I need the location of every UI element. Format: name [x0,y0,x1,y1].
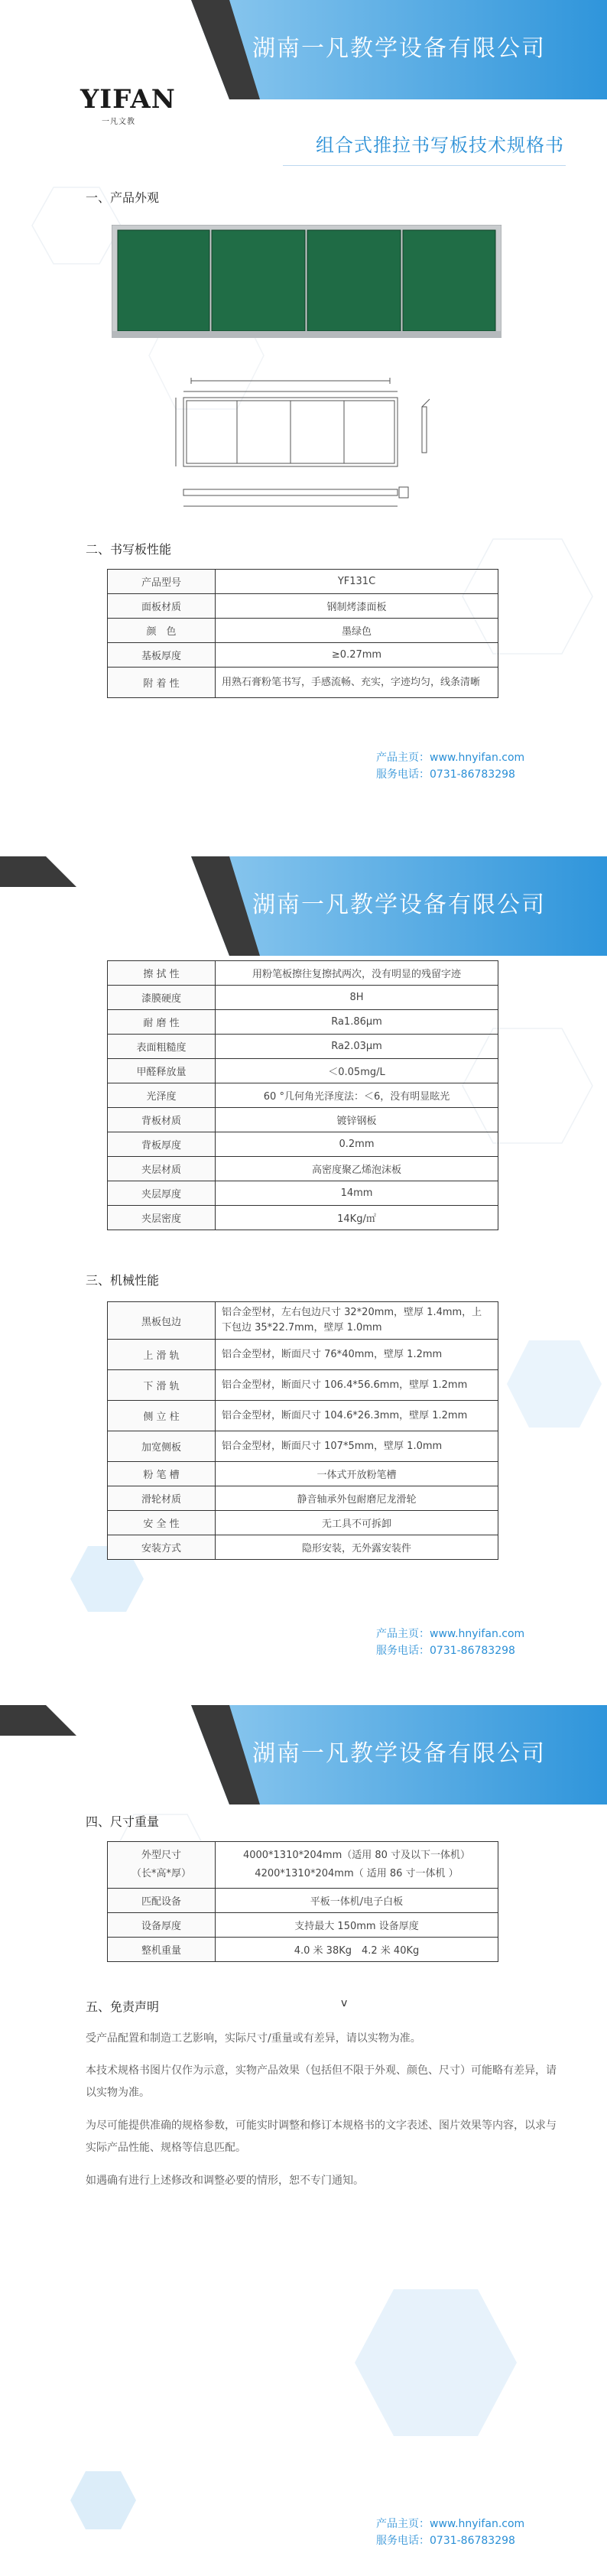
table-label: 表面粗糙度 [108,1035,216,1059]
writing-performance-table [107,569,498,698]
footer-contact [376,1626,524,1659]
hexagon-decoration [69,2470,138,2531]
table-label: 产品型号 [108,570,216,594]
footer-phone: 服务电话：0731-86783298 [376,1645,515,1657]
table-label [108,1842,216,1889]
table-value: 铝合金型材，断面尺寸 76*40mm，壁厚 1.2mm [216,1340,498,1370]
table-label: 颜 色 [108,619,216,643]
table-row [108,1462,498,1486]
table-row [108,1059,498,1083]
company-name: 湖南一凡教学设备有限公司 [252,892,546,918]
table-value: ≥0.27mm [216,643,498,668]
page-gap [0,810,607,856]
page-3 [0,1705,607,2576]
table-row [108,1913,498,1938]
table-value: 用粉笔板擦往复擦拭两次，没有明显的残留字迹 [216,961,498,986]
table-value: 用熟石膏粉笔书写，手感流畅、充实，字迹均匀，线条清晰 [216,668,498,698]
table-value: 高密度聚乙烯泡沫板 [216,1157,498,1181]
disclaimer-paragraph: 如遇确有进行上述修改和调整必要的情形，恕不专门通知。 [86,2175,364,2187]
table-label: 夹层密度 [108,1206,216,1230]
table-label: 安装方式 [108,1535,216,1560]
footer-contact [376,2516,524,2549]
table-label: 设备厚度 [108,1913,216,1938]
table-label: 背板材质 [108,1108,216,1132]
footer-website: 产品主页：www.hnyifan.com [376,752,525,764]
table-value: 14mm [216,1181,498,1206]
page-2 [0,856,607,1690]
table-label: 夹层厚度 [108,1181,216,1206]
table-value: 隐形安装，无外露安装件 [216,1535,498,1560]
company-logo [80,84,180,130]
table-row [108,1108,498,1132]
table-row [108,1938,498,1962]
table-row [108,1132,498,1157]
table-label: 粉 笔 槽 [108,1462,216,1486]
table-value: YF131C [216,570,498,594]
table-label: 加宽侧板 [108,1431,216,1462]
table-row [108,1157,498,1181]
table-label: 侧 立 柱 [108,1401,216,1431]
table-label: 面板材质 [108,594,216,619]
table-label: 漆膜硬度 [108,986,216,1010]
title-divider [283,165,566,166]
company-name: 湖南一凡教学设备有限公司 [252,35,546,62]
table-row [108,1511,498,1535]
section-title-mechanical-performance: 三、机械性能 [86,1273,160,1288]
size-label-line-1: 外型尺寸 [141,1850,181,1861]
table-label: 光泽度 [108,1083,216,1108]
logo-text: YIFAN [80,84,176,115]
table-value: 钢制烤漆面板 [216,594,498,619]
size-value-line-1: 4000*1310*204mm（适用 80 寸及以下一体机） [242,1850,471,1861]
logo-subtitle: 一凡文教 [102,118,135,126]
table-label: 甲醛释放量 [108,1059,216,1083]
section-title-disclaimer: 五、免责声明 [86,1999,160,2014]
document-title: 组合式推拉书写板技术规格书 [316,135,564,156]
table-row [108,1486,498,1511]
table-value: 支持最大 150mm 设备厚度 [216,1913,498,1938]
section-title-dimensions-weight: 四、尺寸重量 [86,1814,160,1829]
table-value: 铝合金型材，断面尺寸 104.6*26.3mm，壁厚 1.2mm [216,1401,498,1431]
table-value: 一体式开放粉笔槽 [216,1462,498,1486]
table-row [108,643,498,668]
table-value: ＜0.05mg/L [216,1059,498,1083]
table-value: Ra2.03μm [216,1035,498,1059]
table-row [108,1035,498,1059]
mechanical-performance-table [107,1301,498,1560]
table-row [108,668,498,698]
footer-contact [376,749,524,783]
section-title-writing-performance: 二、书写板性能 [86,542,172,557]
table-value: Ra1.86μm [216,1010,498,1035]
table-label: 背板厚度 [108,1132,216,1157]
table-label: 下 滑 轨 [108,1370,216,1401]
size-label-line-2: （长*高*厚） [131,1868,191,1879]
table-value: 60 °几何角光泽度法：＜6，没有明显眩光 [216,1083,498,1108]
table-value: 0.2mm [216,1132,498,1157]
disclaimer-paragraph: 受产品配置和制造工艺影响，实际尺寸/重量或有差异，请以实物为准。 [86,2032,421,2045]
table-value: 平板一体机/电子白板 [216,1889,498,1913]
table-row [108,1302,498,1340]
hexagon-decoration [505,1338,604,1430]
disclaimer-paragraph: 为尽可能提供准确的规格参数，可能实时调整和修订本规格书的文字表述、图片效果等内容，以求与实际产品性能、规格等信息匹配。 [86,2120,557,2154]
footer-website: 产品主页：www.hnyifan.com [376,2518,525,2530]
table-row [108,1083,498,1108]
table-label: 匹配设备 [108,1889,216,1913]
table-value: 14Kg/㎡ [216,1206,498,1230]
table-row [108,1340,498,1370]
hexagon-decoration [352,2286,520,2439]
table-label: 擦 拭 性 [108,961,216,986]
table-row [108,1010,498,1035]
table-row [108,1401,498,1431]
table-label: 黑板包边 [108,1302,216,1340]
table-value: 铝合金型材，左右包边尺寸 32*20mm，壁厚 1.4mm，上下包边 35*22.7mm，壁厚 1.0mm [216,1302,498,1340]
table-row [108,619,498,643]
table-value: 4.0 米 38Kg 4.2 米 40Kg [216,1938,498,1962]
footer-phone: 服务电话：0731-86783298 [376,768,515,781]
table-value: 镀锌钢板 [216,1108,498,1132]
footer-website: 产品主页：www.hnyifan.com [376,1628,525,1640]
size-value-line-2: 4200*1310*204mm（ 适用 86 寸一体机 ） [255,1868,459,1879]
stray-mark: v [341,1997,348,2009]
table-value: 无工具不可拆卸 [216,1511,498,1535]
table-value: 铝合金型材，断面尺寸 106.4*56.6mm，壁厚 1.2mm [216,1370,498,1401]
table-row [108,1889,498,1913]
footer-phone: 服务电话：0731-86783298 [376,2535,515,2547]
table-label: 基板厚度 [108,643,216,668]
page-1 [0,0,607,810]
table-value: 铝合金型材，断面尺寸 107*5mm，壁厚 1.0mm [216,1431,498,1462]
dimensions-weight-table [107,1841,498,1962]
table-label: 附 着 性 [108,668,216,698]
table-value: 墨绿色 [216,619,498,643]
table-label: 安 全 性 [108,1511,216,1535]
table-row [108,1431,498,1462]
surface-performance-table [107,960,498,1230]
table-row [108,1842,498,1889]
table-value [216,1842,498,1889]
table-value: 静音轴承外包耐磨尼龙滑轮 [216,1486,498,1511]
table-label: 夹层材质 [108,1157,216,1181]
table-label: 整机重量 [108,1938,216,1962]
table-row [108,570,498,594]
product-photo [112,225,502,338]
company-name: 湖南一凡教学设备有限公司 [252,1740,546,1767]
table-row [108,961,498,986]
table-row [108,1181,498,1206]
table-label: 滑轮材质 [108,1486,216,1511]
table-row [108,1206,498,1230]
page-gap [0,1690,607,1705]
section-title-appearance: 一、产品外观 [86,190,160,205]
table-row [108,1370,498,1401]
table-row [108,1535,498,1560]
table-row [108,594,498,619]
table-label: 耐 磨 性 [108,1010,216,1035]
disclaimer-paragraph: 本技术规格书图片仅作为示意，实物产品效果（包括但不限于外观、颜色、尺寸）可能略有差异，请以实物为准。 [86,2064,557,2099]
table-label: 上 滑 轨 [108,1340,216,1370]
table-value: 8H [216,986,498,1010]
table-row [108,986,498,1010]
technical-drawing [161,376,451,521]
